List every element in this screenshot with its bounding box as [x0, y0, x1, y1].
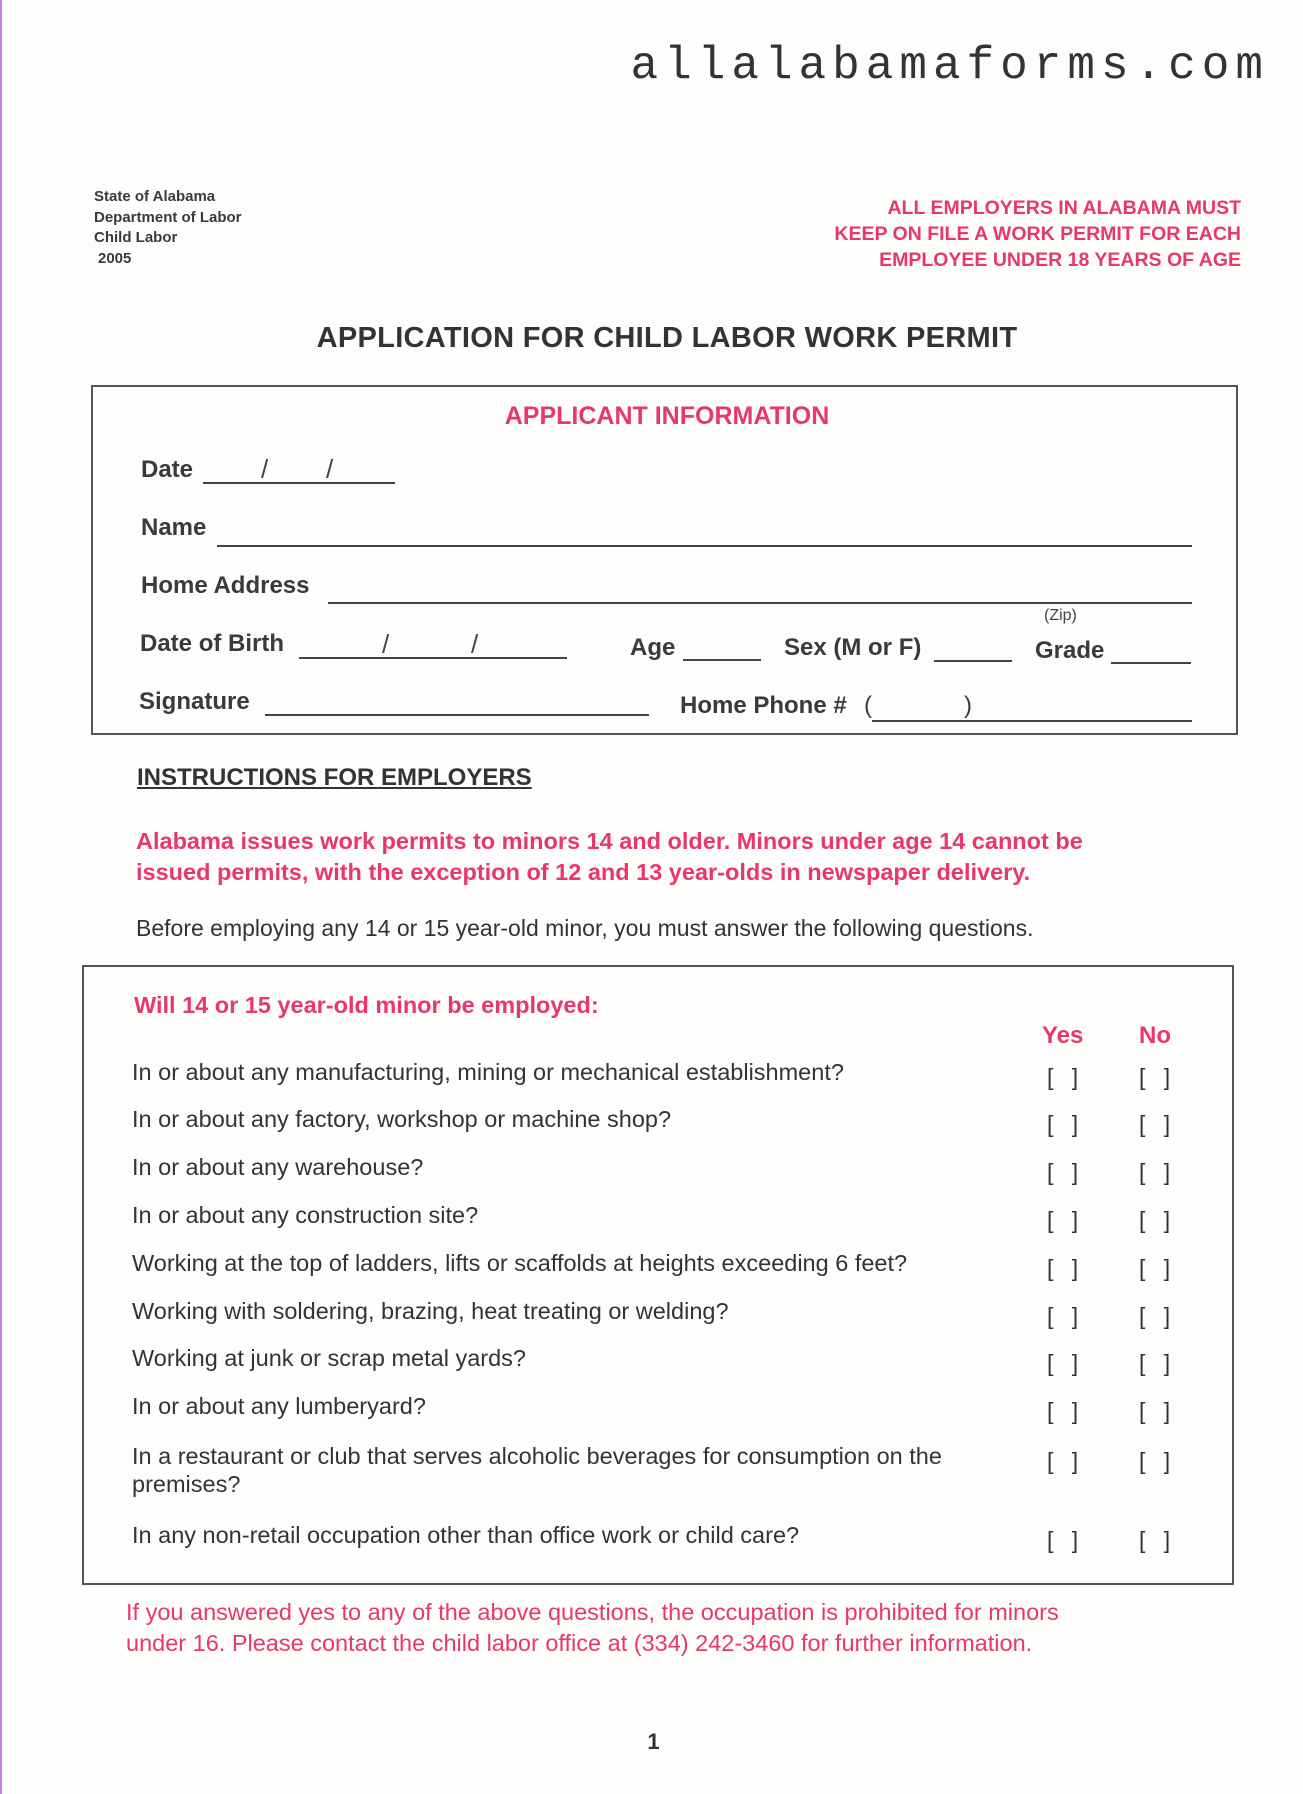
applicant-info-heading: APPLICANT INFORMATION: [504, 402, 830, 430]
no-checkbox[interactable]: [ ]: [1139, 1350, 1177, 1376]
agency-division: Child Labor: [94, 229, 178, 246]
yes-checkbox[interactable]: [ ]: [1047, 1255, 1085, 1281]
dob-slash-1: /: [382, 629, 390, 659]
dob-slash-2: /: [471, 629, 479, 659]
yes-checkbox[interactable]: [ ]: [1047, 1111, 1085, 1137]
home-address-field[interactable]: [328, 602, 1192, 604]
page-title: APPLICATION FOR CHILD LABOR WORK PERMIT: [316, 322, 1018, 354]
name-field[interactable]: [217, 545, 1192, 547]
question-text: In a restaurant or club that serves alcoholic beverages for consumption on the premises?: [132, 1443, 942, 1497]
question-text: Working with soldering, brazing, heat treating or welding?: [132, 1298, 729, 1324]
questionnaire-heading: Will 14 or 15 year-old minor be employed:: [134, 992, 599, 1018]
signature-field[interactable]: [265, 714, 649, 716]
date-of-birth-label: Date of Birth: [140, 630, 284, 657]
notice-line-2: KEEP ON FILE A WORK PERMIT FOR EACH: [834, 223, 1241, 245]
date-field[interactable]: [203, 482, 395, 484]
grade-field[interactable]: [1111, 662, 1191, 664]
note-line-1: If you answered yes to any of the above questions, the occupation is prohibited for minors: [126, 1599, 1059, 1625]
prohibited-occupation-note: [126, 1597, 1226, 1659]
notice-line-3: EMPLOYEE UNDER 18 YEARS OF AGE: [879, 249, 1241, 271]
question-text: In or about any factory, workshop or machine shop?: [132, 1106, 672, 1132]
notice-line-1: ALL EMPLOYERS IN ALABAMA MUST: [887, 197, 1241, 219]
no-column-header: No: [1139, 1022, 1171, 1049]
instructions-heading: INSTRUCTIONS FOR EMPLOYERS: [137, 764, 532, 791]
home-phone-field[interactable]: [872, 720, 1192, 722]
zip-label: (Zip): [1044, 607, 1077, 624]
yes-checkbox[interactable]: [ ]: [1047, 1448, 1085, 1474]
yes-checkbox[interactable]: [ ]: [1047, 1303, 1085, 1329]
date-slash-2: /: [326, 454, 334, 484]
question-text: In or about any construction site?: [132, 1202, 479, 1228]
page-number: 1: [647, 1729, 660, 1754]
date-of-birth-field[interactable]: [299, 657, 567, 659]
sex-field[interactable]: [934, 660, 1012, 662]
employer-notice: [834, 195, 1241, 273]
question-text: In or about any manufacturing, mining or mechanical establishment?: [132, 1059, 844, 1085]
name-label: Name: [141, 514, 207, 541]
sex-label: Sex (M or F): [784, 634, 922, 661]
question-text: In or about any warehouse?: [132, 1154, 424, 1180]
no-checkbox[interactable]: [ ]: [1139, 1448, 1177, 1474]
no-checkbox[interactable]: [ ]: [1139, 1255, 1177, 1281]
no-checkbox[interactable]: [ ]: [1139, 1527, 1177, 1553]
question-text: Working at junk or scrap metal yards?: [132, 1345, 527, 1371]
yes-column-header: Yes: [1042, 1022, 1084, 1049]
yes-checkbox[interactable]: [ ]: [1047, 1398, 1085, 1424]
phone-close-paren: ): [964, 692, 972, 719]
no-checkbox[interactable]: [ ]: [1139, 1207, 1177, 1233]
yes-checkbox[interactable]: [ ]: [1047, 1527, 1085, 1553]
age-rule-line-1: Alabama issues work permits to minors 14 and older. Minors under age 14 cannot be: [136, 828, 1083, 854]
yes-checkbox[interactable]: [ ]: [1047, 1159, 1085, 1185]
phone-open-paren: (: [864, 692, 872, 719]
note-line-2: under 16. Please contact the child labor office at (334) 242-3460 for further information.: [126, 1630, 1033, 1656]
watermark-site-name: allalabamaforms.com: [630, 40, 1269, 92]
yes-checkbox[interactable]: [ ]: [1047, 1064, 1085, 1090]
age-field[interactable]: [683, 659, 761, 661]
applicant-info-box: [91, 385, 1238, 735]
grade-label: Grade: [1035, 637, 1105, 664]
agency-year: 2005: [98, 249, 132, 267]
date-slash-1: /: [261, 454, 269, 484]
instructions-intro: Before employing any 14 or 15 year-old minor, you must answer the following questions.: [136, 915, 1034, 941]
age-rule-line-2: issued permits, with the exception of 12 and 13 year-olds in newspaper delivery.: [136, 859, 1031, 885]
signature-label: Signature: [139, 688, 250, 715]
question-text: In or about any lumberyard?: [132, 1393, 426, 1419]
yes-checkbox[interactable]: [ ]: [1047, 1207, 1085, 1233]
no-checkbox[interactable]: [ ]: [1139, 1111, 1177, 1137]
agency-state: State of Alabama: [94, 188, 216, 205]
date-label: Date: [141, 456, 194, 483]
question-text: In any non-retail occupation other than office work or child care?: [132, 1522, 800, 1548]
no-checkbox[interactable]: [ ]: [1139, 1303, 1177, 1329]
no-checkbox[interactable]: [ ]: [1139, 1064, 1177, 1090]
yes-checkbox[interactable]: [ ]: [1047, 1350, 1085, 1376]
home-phone-label: Home Phone #: [680, 692, 847, 719]
home-address-label: Home Address: [141, 572, 310, 599]
agency-block: [94, 187, 242, 269]
no-checkbox[interactable]: [ ]: [1139, 1159, 1177, 1185]
age-label: Age: [630, 634, 676, 661]
question-text: Working at the top of ladders, lifts or scaffolds at heights exceeding 6 feet?: [132, 1250, 908, 1276]
no-checkbox[interactable]: [ ]: [1139, 1398, 1177, 1424]
agency-department: Department of Labor: [94, 208, 242, 226]
